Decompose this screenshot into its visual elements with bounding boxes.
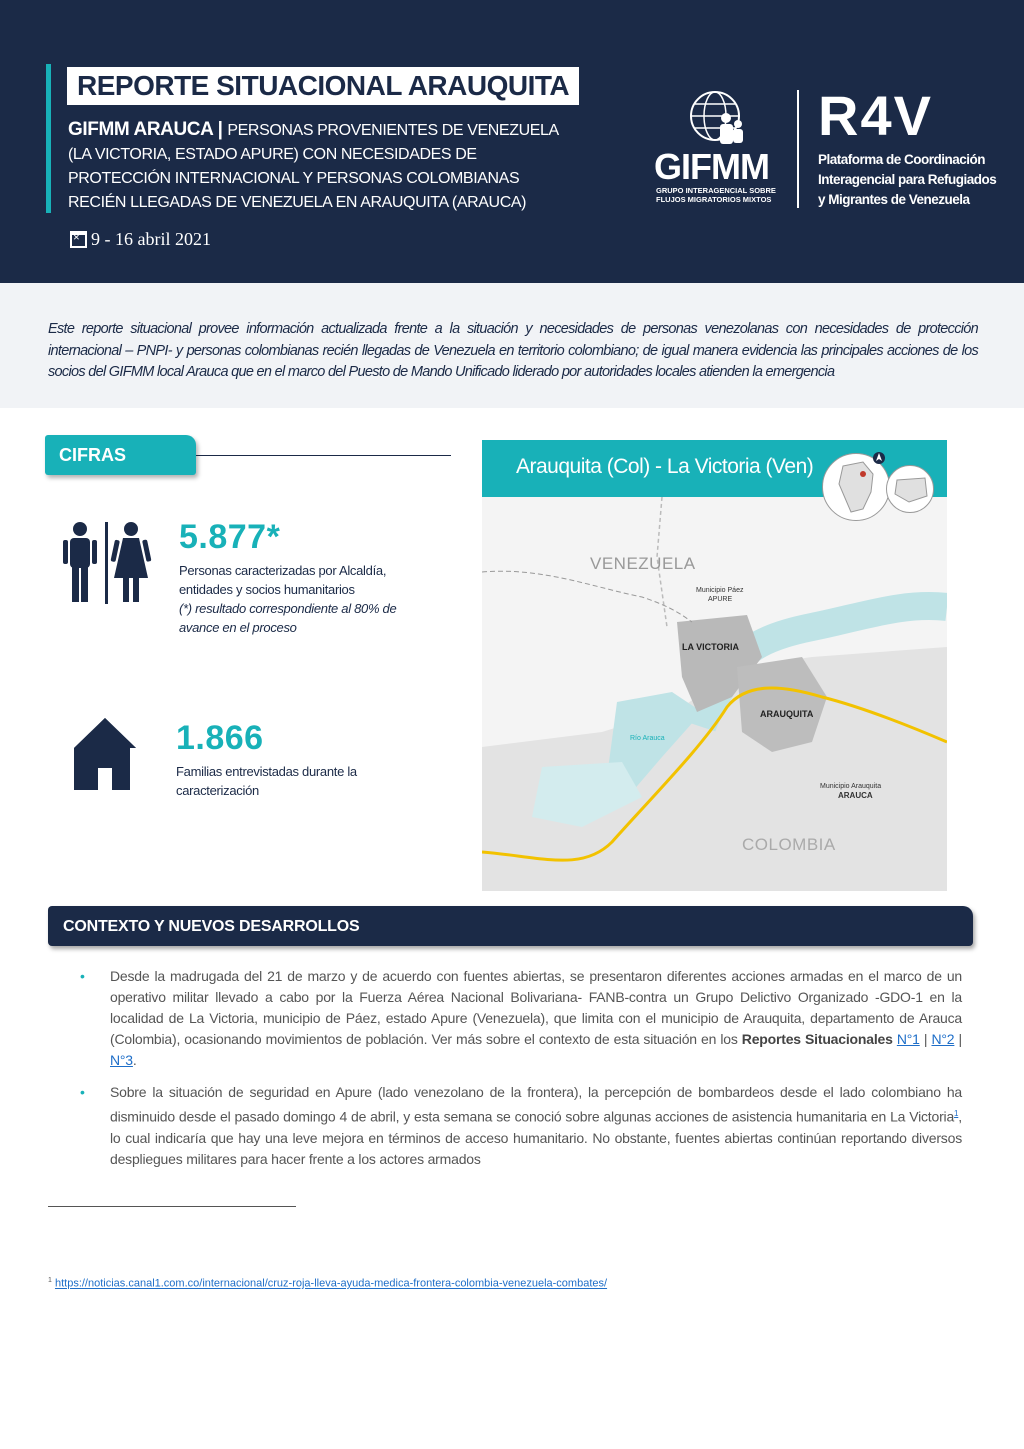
- report-header: [0, 0, 1024, 283]
- map: [482, 497, 947, 891]
- reporte-3-link[interactable]: N°3: [110, 1052, 133, 1068]
- map-title: Arauquita (Col) - La Victoria (Ven): [516, 455, 814, 478]
- intro-band: [0, 283, 1024, 408]
- map-label-rio: Río Arauca: [630, 735, 665, 742]
- report-date: [70, 229, 211, 250]
- date-text: 9 - 16 abril 2021: [91, 229, 211, 249]
- header-accent-bar: [46, 64, 51, 213]
- map-label-apure: APURE: [708, 596, 733, 603]
- gifmm-logo: [654, 88, 782, 208]
- map-label-colombia: COLOMBIA: [742, 835, 836, 854]
- map-inset-region: [886, 465, 934, 513]
- bullet-1-text: Desde la madrugada del 21 de marzo y de acuerdo con fuentes abiertas, se presentaron diferentes acciones armadas en el marco de un operativo militar llevado a cabo por la Fuerza Aérea Nacional Bolivariana- FANB-contra un Grupo Delictivo Organizado -GDO-1 en la localidad de La Victoria, municipio de Páez, estado Apure (Venezuela), que limita con el municipio de Arauquita, departamento de Arauca (Colombia), ocasionando movimientos de población. Ver más sobre el contexto de esta situación en los: [110, 968, 962, 1047]
- stat-familias: [176, 719, 406, 800]
- region-inset-icon: [887, 466, 935, 514]
- report-title-box: [67, 67, 579, 105]
- calendar-icon: [70, 231, 87, 248]
- reporte-2-link[interactable]: N°2: [931, 1031, 955, 1047]
- map-label-la-victoria: LA VICTORIA: [682, 642, 740, 652]
- intro-text: Este reporte situacional provee información actualizada frente a la situación y necesidades de personas venezolanas con necesidades de protección internacional – PNPI- y personas colombianas recién llegadas de Venezuela en territorio colombiano; de igual manera evidencia las principales acciones de los socios del GIFMM local Arauca que en el marco del Puesto de Mando Unificado liderado por autoridades locales atienden la emergencia: [48, 321, 978, 380]
- report-title: REPORTE SITUACIONAL ARAUQUITA: [77, 70, 570, 101]
- gifmm-tagline: GRUPO INTERAGENCIAL SOBRE FLUJOS MIGRATORIOS MIXTOS: [656, 186, 776, 204]
- map-label-arauquita: ARAUQUITA: [760, 709, 814, 719]
- report-subtitle: [68, 118, 568, 215]
- cifras-heading: CIFRAS: [59, 445, 126, 465]
- list-item: • Desde la madrugada del 21 de marzo y de acuerdo con fuentes abiertas, se presentaron diferentes acciones armadas en el marco de un operativo militar llevado a cabo por la Fuerza Aérea Nacional Bolivariana- FANB-contra un Grupo Delictivo Organizado -GDO-1 en la localidad de La Victoria, municipio de Páez, estado Apure (Venezuela), que limita con el municipio de Arauquita, departamento de Arauca (Colombia), ocasionando movimientos de población. Ver más sobre el contexto de esta situación en los Reportes Situacionales N°1 | N°2 | N°3.: [80, 966, 962, 1071]
- footnote-rule: [48, 1206, 296, 1207]
- stat-personas-label: Personas caracterizadas por Alcaldía, entidades y socios humanitarios: [179, 563, 387, 597]
- map-label-municipio: Municipio Páez: [696, 587, 744, 594]
- map-label-municipio-col: Municipio Arauquita: [820, 783, 882, 790]
- cifras-heading-tab: [45, 435, 196, 475]
- gifmm-name: GIFMM: [654, 146, 769, 187]
- stat-personas: [179, 518, 409, 637]
- footnote: [48, 1277, 607, 1290]
- bullet-2-text-a: Sobre la situación de seguridad en Apure (lado venezolano de la frontera), la percepción de bombardeos desde el lado colombiano ha disminuido desde el pasado domingo 4 de abril, y esta semana se conoció sobre algunas acciones de asistencia humanitaria en La Victoria: [110, 1084, 962, 1125]
- stat-personas-note: (*) resultado correspondiente al 80% de avance en el proceso: [179, 601, 397, 635]
- globe-icon: [682, 88, 752, 148]
- house-icon: [74, 718, 136, 790]
- subtitle-lead: GIFMM ARAUCA |: [68, 119, 228, 140]
- bullet-2-text-b: , lo cual indicaría que hay una leve mejora en términos de acceso humanitario. No obstante, fuentes abiertas continúan reportando diversos despliegues militares para hacer frente a los actores armados: [110, 1108, 962, 1167]
- footnote-ref[interactable]: 1: [954, 1109, 959, 1118]
- link-separator-1: |: [919, 1031, 932, 1047]
- people-icon: [60, 522, 154, 604]
- map-label-venezuela: VENEZUELA: [590, 554, 696, 573]
- stat-familias-value: 1.866: [176, 719, 264, 757]
- r4v-logo: [818, 86, 998, 210]
- north-arrow-icon: [872, 451, 886, 465]
- link-separator-2: |: [954, 1031, 962, 1047]
- cifras-rule: [196, 455, 451, 456]
- stat-personas-value: 5.877*: [179, 518, 281, 556]
- map-label-arauca: ARAUCA: [838, 791, 873, 800]
- stat-familias-label: Familias entrevistadas durante la caracterización: [176, 764, 357, 798]
- contexto-heading: CONTEXTO Y NUEVOS DESARROLLOS: [63, 918, 360, 935]
- footnote-link[interactable]: https://noticias.canal1.com.co/internacional/cruz-roja-lleva-ayuda-medica-frontera-colombia-venezuela-combates/: [54, 1277, 608, 1290]
- reporte-1-link[interactable]: N°1: [896, 1031, 920, 1047]
- r4v-mark: R4V: [818, 84, 933, 147]
- logo-separator: [797, 90, 799, 208]
- contexto-list: [80, 966, 962, 1181]
- bullet-1-bold: Reportes Situacionales: [741, 1031, 893, 1047]
- map-graphic: [482, 497, 947, 891]
- list-item: [80, 1082, 962, 1170]
- contexto-heading-bar: [48, 906, 973, 946]
- r4v-tagline: Plataforma de Coordinación Interagencial para Refugiados y Migrantes de Venezuela: [818, 152, 997, 207]
- subtitle-rest: PERSONAS PROVENIENTES DE VENEZUELA (LA VICTORIA, ESTADO APURE) CON NECESIDADES DE PROTECCIÓN INTERNACIONAL Y PERSONAS COLOMBIANAS RECIÉN LLEGADAS DE VENEZUELA EN ARAUQUITA (ARAUCA): [68, 122, 558, 211]
- footnote-number: 1: [48, 1277, 52, 1284]
